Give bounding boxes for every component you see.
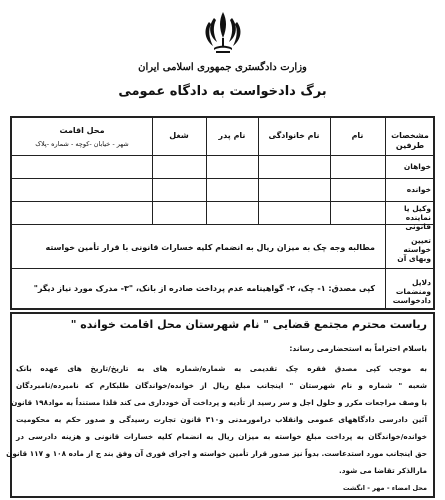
body-line: شعبه " شماره و نام شهرستان " اینجانب مبلغ ریال از خوانده/خواندگان طلبکارم که نامبرده/نامبردگان [16, 381, 427, 390]
body-line: حق اینجانب مورد استدعاست. بدواً نیز صدور قرار تأمین خواسته و اجرای فوری آن وفق بند ج از ماده ۱۰۸ و ۱۱۷ قانون [6, 449, 427, 458]
body-line: با وصف مراجعات مکرر و حلول اجل و سر رسید از تأدیه و پرداخت آن خودداری می کند فلذا مستنداً به مواد۱۹۸ قانون [11, 398, 427, 407]
row-label-attorney: وکیل یا نماینده قانونی [403, 204, 431, 231]
header-job: شغل [169, 131, 189, 140]
form-header [6, 4, 439, 116]
row-divider [12, 155, 433, 156]
claim-text: مطالبه وجه چک به میزان ریال به انضمام کلیه خسارات قانونی با قرار تأمین خواسته [45, 243, 375, 252]
header-parties: مشخصات طرفین [391, 131, 429, 150]
body-line: به موجب کپی مصدق فقره چک تقدیمی به شماره/شماره های به تاریخ/تاریخ های عهده بانک [16, 364, 427, 373]
row-divider [12, 201, 433, 202]
row-divider [12, 224, 433, 225]
row-divider [12, 268, 433, 269]
ministry-name: وزارت دادگستری جمهوری اسلامی ایران [138, 62, 307, 73]
residence-label: محل اقامت [59, 126, 105, 135]
row-label-plaintiff: خواهان [403, 162, 431, 171]
greeting: باسلام احتراماً به استحضارمی رساند: [289, 344, 427, 353]
addressee: ریاست محترم مجتمع قضایی " نام شهرستان محل اقامت خوانده " [70, 318, 427, 331]
body-line: خوانده/خواندگان به پرداخت مبلغ خواسته به میزان ریال به انضمام کلیه خسارات قانونی و هزینه دادرسی در [16, 432, 427, 441]
form-title: برگ دادخواست به دادگاه عمومی [118, 84, 327, 99]
petition-form [6, 4, 439, 496]
evidence-text: کپی مصدق: ۱- چک، ۲- گواهینامه عدم پرداخت صادره از بانک، "۳- مدرک مورد نیاز دیگر" [33, 284, 375, 293]
evidence-label: دلایل ومنضمات دادخواست [392, 278, 431, 305]
petition-body [6, 312, 435, 498]
body-line: مارالذکر تقاضا می شود. [338, 466, 427, 475]
iran-emblem-icon [202, 8, 244, 56]
header-father-name: نام پدر [218, 131, 246, 140]
row-divider [12, 178, 433, 179]
row-label-defendant: خوانده [406, 185, 431, 194]
header-last-name: نام خانوادگی [268, 131, 320, 140]
header-residence [12, 126, 152, 149]
signature-line: محل امضاء - مهر - انگشت [343, 484, 427, 492]
residence-format-note: شهر - خیابان -کوچه - شماره -پلاک [35, 140, 129, 148]
claim-label: تعیین خواسته وبهای آن [397, 236, 431, 263]
header-first-name: نام [351, 131, 364, 140]
parties-table [10, 116, 435, 310]
body-line: آئین دادرسی دادگاههای عمومی وانقلاب درامورمدنی و۳۱۰ قانون تجارت رسیدگی و صدور حکم به محکومیت [16, 415, 427, 424]
